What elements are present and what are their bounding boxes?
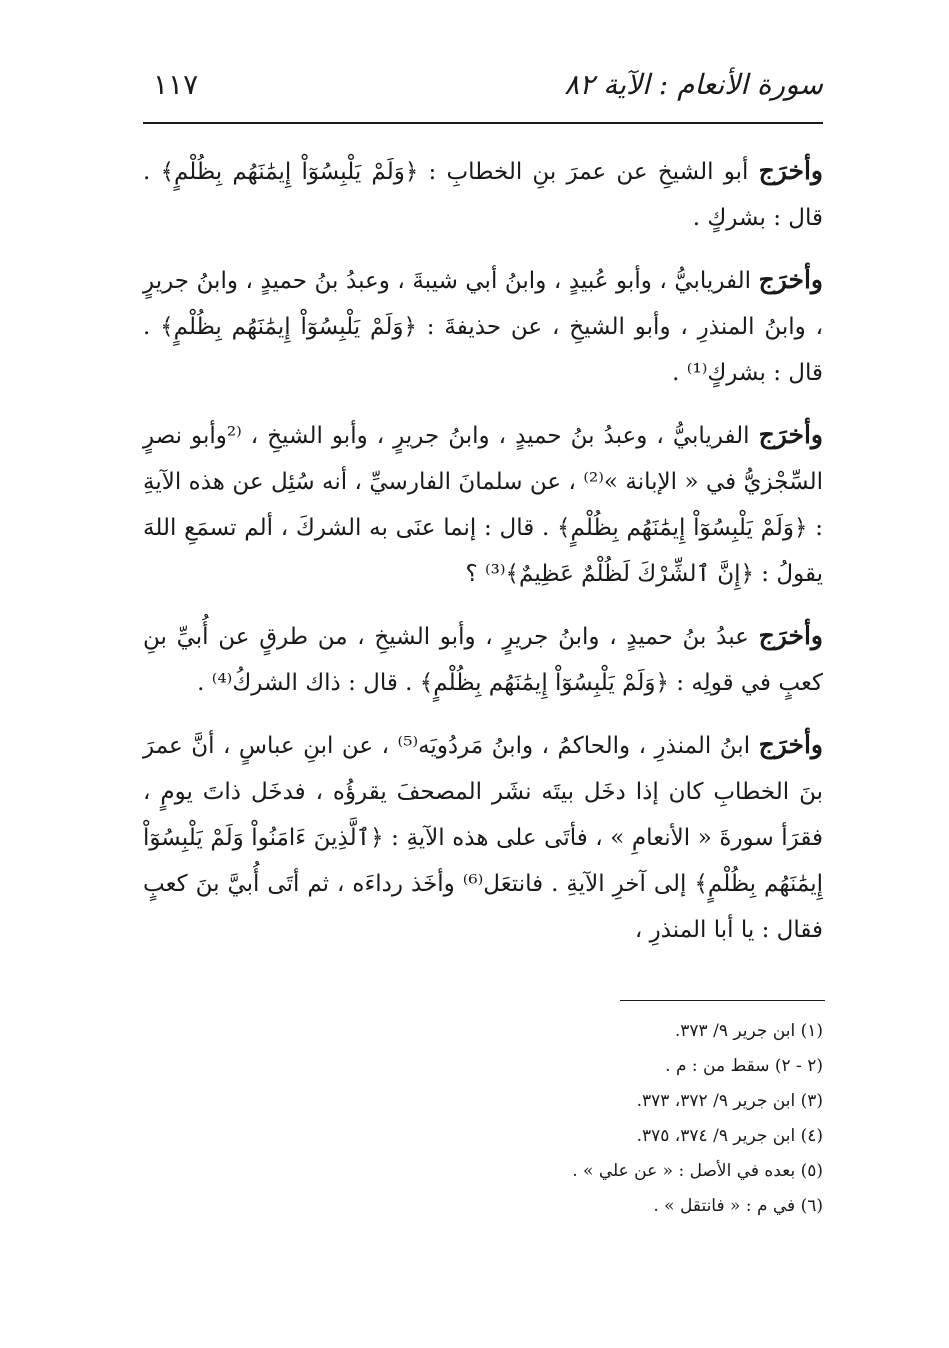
paragraph-lead: وأخرَج [758,420,823,449]
header-divider [143,122,823,124]
footnote-1: (١) ابن جرير ٩/ ٣٧٣. [674,1021,823,1041]
footnotes [143,1014,823,1224]
paragraph-lead: وأخرَج [758,265,823,294]
footnote-2: (٢ - ٢) سقط من : م . [665,1056,823,1076]
paragraph-text: عبدُ بنُ حميدٍ ، وابنُ جريرٍ ، وأبو الشيخِ ، من طرقٍ عن أُبيِّ بنِ كعبٍ في قولِه : ﴿وَلَمْ يَلْبِسُوٓاْ إِيمَٰنَهُم بِظُلْمٍ﴾ . قال : ذاك الشركُ⁽⁴⁾ . [143,624,823,696]
paragraph-3 [143,412,823,597]
paragraph-text: أبو الشيخِ عن عمرَ بنِ الخطابِ : ﴿وَلَمْ يَلْبِسُوٓاْ إِيمَٰنَهُم بِظُلْمٍ﴾ . قال : بشركٍ . [143,159,823,231]
main-text [143,148,823,969]
paragraph-text: ابنُ المنذرِ ، والحاكمُ ، وابنُ مَردُويَه⁽⁵⁾ ، عن ابنِ عباسٍ ، أنَّ عمرَ بنَ الخطابِ كان إذا دخَل بيتَه نشَر المصحفَ يقرؤُه ، فدخَل ذاتَ يومٍ ، فقرَأ سورةَ « الأنعامِ » ، فأتَى على هذه الآيةِ : ﴿ٱلَّذِينَ ءَامَنُواْ وَلَمْ يَلْبِسُوٓاْ إِيمَٰنَهُم بِظُلْمٍ﴾ إلى آخرِ الآيةِ . فانتعَل⁽⁶⁾ وأخَذ رداءَه ، ثم أتَى أُبيَّ بنَ كعبٍ فقال : يا أبا المنذرِ ، [143,733,823,943]
page-number: ١١٧ [153,68,199,101]
paragraph-lead: وأخرَج [758,621,823,650]
footnote-4: (٤) ابن جرير ٩/ ٣٧٤، ٣٧٥. [636,1126,823,1146]
paragraph-text: الفريابيُّ ، وعبدُ بنُ حميدٍ ، وابنُ جريرٍ ، وأبو الشيخِ ، ⁽²وأبو نصرٍ السِّجْزيُّ في « الإبانة »⁽²⁾ ، عن سلمانَ الفارسيِّ ، أنه سُئِل عن هذه الآيةِ : ﴿وَلَمْ يَلْبِسُوٓاْ إِيمَٰنَهُم بِظُلْمٍ﴾ . قال : إنما عنَى به الشركَ ، ألم تسمَعِ اللهَ يقولُ : ﴿إِنَّ ٱلشِّرْكَ لَظُلْمٌ عَظِيمٌ﴾⁽³⁾ ؟ [143,423,823,587]
paragraph-lead: وأخرَج [758,156,823,185]
paragraph-2 [143,257,823,396]
page-header [143,68,823,116]
paragraph-text: الفريابيُّ ، وأبو عُبيدٍ ، وابنُ أبي شيبةَ ، وعبدُ بنُ حميدٍ ، وابنُ جريرٍ ، وابنُ المنذرِ ، وأبو الشيخِ ، عن حذيفةَ : ﴿وَلَمْ يَلْبِسُوٓاْ إِيمَٰنَهُم بِظُلْمٍ﴾ . قال : بشركٍ⁽¹⁾ . [143,268,823,386]
footnote-5: (٥) بعده في الأصل : « عن علي » . [572,1161,823,1181]
footnote-divider [620,1000,825,1001]
footnote-6: (٦) في م : « فانتقل » . [653,1196,823,1216]
paragraph-1 [143,148,823,241]
running-title: سورة الأنعام : الآية ٨٢ [564,68,823,101]
paragraph-lead: وأخرَج [758,730,823,759]
paragraph-5 [143,722,823,953]
footnote-3: (٣) ابن جرير ٩/ ٣٧٢، ٣٧٣. [636,1091,823,1111]
paragraph-4 [143,613,823,706]
